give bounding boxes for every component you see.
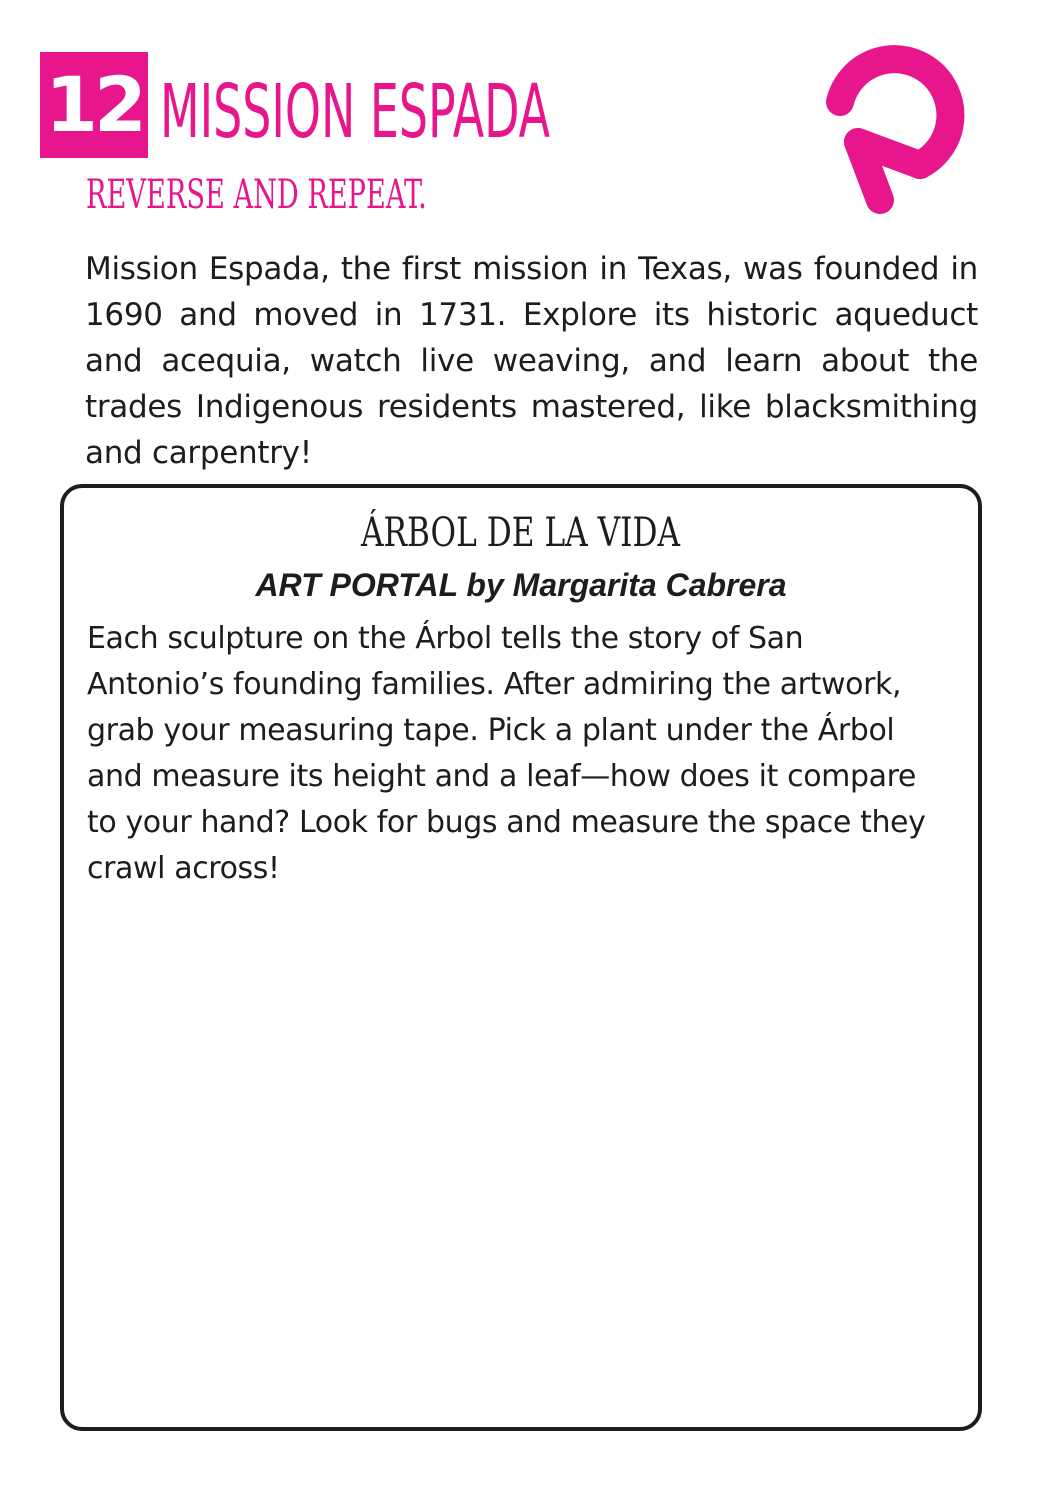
art-title-text: ÁRBOL DE LA VIDA <box>361 510 681 556</box>
activity-paragraph: Each sculpture on the Árbol tells the story of San Antonio’s founding families. After admiring the artwork, grab your measuring tape. Pick a plant under the Árbol and measure its height and a leaf—how does it compare to your hand? Look for bugs and measure the space they crawl across! <box>87 621 926 886</box>
intro-paragraph: Mission Espada, the first mission in Texas, was founded in 1690 and moved in 1731. Explore its historic aqueduct and acequia, watch live weaving, and learn about the trades Indigenous residents mastered, like blacksmithing and carpentry! <box>85 251 978 471</box>
art-title <box>64 508 978 558</box>
stop-subtitle: REVERSE AND REPEAT. <box>86 172 427 218</box>
activity-box <box>60 484 982 1431</box>
art-credit: ART PORTAL by Margarita Cabrera <box>255 567 787 603</box>
stop-number-badge: 12 <box>40 52 148 158</box>
stop-title: MISSION ESPADA <box>160 69 551 155</box>
reverse-arrow-icon <box>820 40 980 220</box>
